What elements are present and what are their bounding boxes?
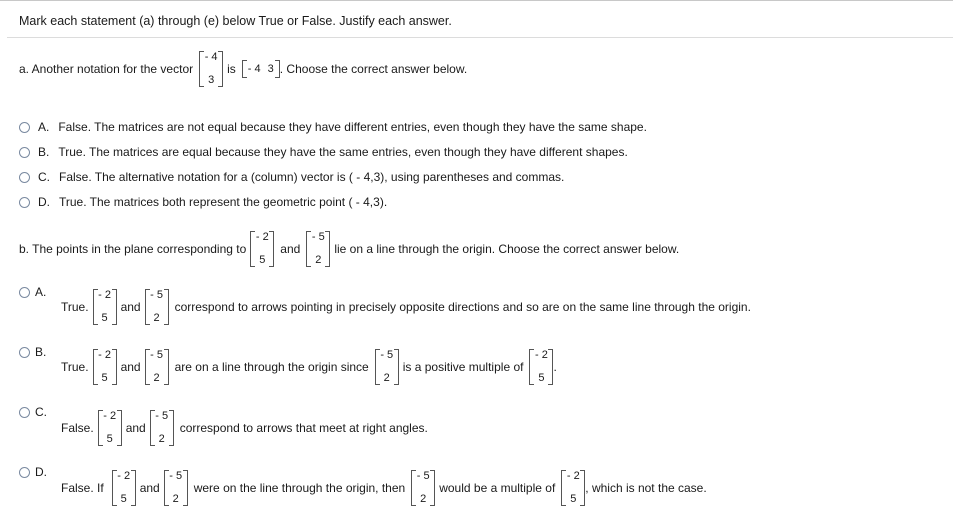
part-a-option-d[interactable] [19,195,387,209]
vector-entry: - 2 [117,470,131,482]
vector-entry: - 5 [150,349,164,361]
part-a-option-c[interactable] [19,170,564,184]
part-b-vector-2 [375,349,399,385]
option-mid-text: were on the line through the origin, then [193,481,406,495]
vector-entry: - 4 [247,63,261,75]
question-header: Mark each statement (a) through (e) below True or False. Justify each answer. [19,14,452,28]
radio-button[interactable] [19,347,30,358]
option-lead: True. [61,300,89,314]
option-mid-text: are on a line through the origin since [174,360,369,374]
part-a-statement [19,51,467,87]
vector-entry: - 2 [255,231,269,243]
header-divider [7,37,953,38]
option-letter: B. [38,145,50,159]
part-b-option-b-body [61,349,557,385]
part-b-vector-2 [306,231,330,267]
option-letter: B. [35,345,47,359]
part-b-vector-1 [529,349,553,385]
option-letter: D. [38,195,50,209]
vector-entry: 5 [101,312,108,324]
part-a-prefix: a. Another notation for the vector [19,62,194,76]
option-lead: False. If [61,481,104,495]
vector-entry: - 5 [169,470,183,482]
and-text: and [120,300,141,314]
option-letter: A. [38,120,50,134]
part-b-suffix: lie on a line through the origin. Choose the correct answer below. [334,242,680,256]
option-text: correspond to arrows that meet at right angles. [179,421,428,435]
vector-entry: - 2 [103,410,117,422]
vector-entry: - 2 [98,349,111,361]
part-b-option-d-body [61,470,707,506]
part-b-option-a-body [61,289,751,325]
part-b-option-b-header[interactable] [19,345,46,359]
part-b-vector-1 [561,470,585,506]
vector-entry: 3 [267,63,274,75]
part-a-column-vector [199,51,223,87]
vector-entry: 2 [172,493,179,505]
option-text: correspond to arrows pointing in precisely opposite directions and so are on the same line through the origin. [174,300,751,314]
vector-entry: 5 [538,372,545,384]
and-text: and [125,421,146,435]
part-b-vector-2 [145,349,169,385]
part-a-suffix: . Choose the correct answer below. [279,62,468,76]
vector-entry: - 2 [98,289,111,301]
part-b-vector-1 [98,410,122,446]
vector-entry: 2 [420,493,427,505]
part-b-option-c-header[interactable] [19,405,47,419]
radio-button[interactable] [19,197,30,208]
radio-button[interactable] [19,467,30,478]
vector-entry: 3 [208,74,215,86]
vector-entry: 2 [315,254,322,266]
radio-button[interactable] [19,147,30,158]
vector-entry: 5 [259,254,266,266]
option-text: False. The matrices are not equal because they have different entries, even though they have the same shape. [58,120,647,134]
part-a-option-a[interactable] [19,120,647,134]
vector-entry: 2 [153,312,160,324]
part-b-option-a-header[interactable] [19,285,46,299]
option-end-text: . [553,360,557,374]
part-b-option-d-header[interactable] [19,465,47,479]
vector-entry: 2 [383,372,390,384]
vector-entry: 5 [570,493,577,505]
vector-entry: - 5 [380,349,394,361]
vector-entry: - 4 [204,51,218,63]
vector-entry: 2 [153,372,160,384]
option-letter: C. [35,405,47,419]
radio-button[interactable] [19,172,30,183]
part-a-option-b[interactable] [19,145,628,159]
option-lead: False. [61,421,94,435]
option-letter: C. [38,170,50,184]
vector-entry: 5 [120,493,127,505]
option-letter: A. [35,285,47,299]
radio-button[interactable] [19,407,30,418]
vector-entry: 2 [158,433,165,445]
part-b-vector-1 [93,289,117,325]
radio-button[interactable] [19,287,30,298]
vector-entry: - 5 [150,289,164,301]
part-a-row-vector [242,60,280,78]
top-border [0,0,953,1]
vector-entry: - 5 [155,410,169,422]
option-text: True. The matrices are equal because they have the same entries, even though they have different shapes. [58,145,628,159]
and-text: and [280,242,301,256]
part-b-vector-2 [164,470,188,506]
option-text: False. The alternative notation for a (column) vector is ( - 4,3), using parentheses and commas. [59,170,565,184]
option-letter: D. [35,465,47,479]
part-b-option-c-body [61,410,428,446]
part-a-is: is [227,62,236,76]
radio-button[interactable] [19,122,30,133]
and-text: and [120,360,141,374]
option-lead: True. [61,360,89,374]
vector-entry: 5 [101,372,108,384]
vector-entry: - 5 [416,470,430,482]
option-mid2-text: would be a multiple of [439,481,556,495]
vector-entry: - 5 [311,231,325,243]
option-text: True. The matrices both represent the geometric point ( - 4,3). [59,195,388,209]
vector-entry: 5 [106,433,113,445]
vector-entry: - 2 [566,470,580,482]
option-end-text: , which is not the case. [585,481,707,495]
part-b-vector-2 [145,289,169,325]
vector-entry: - 2 [535,349,548,361]
part-b-prefix: b. The points in the plane corresponding to [19,242,247,256]
part-b-vector-2 [411,470,435,506]
part-b-vector-1 [112,470,136,506]
part-b-vector-1 [93,349,117,385]
part-b-vector-2 [150,410,174,446]
and-text: and [139,481,160,495]
part-b-vector-1 [250,231,274,267]
option-mid2-text: is a positive multiple of [402,360,524,374]
part-b-statement [19,231,679,267]
